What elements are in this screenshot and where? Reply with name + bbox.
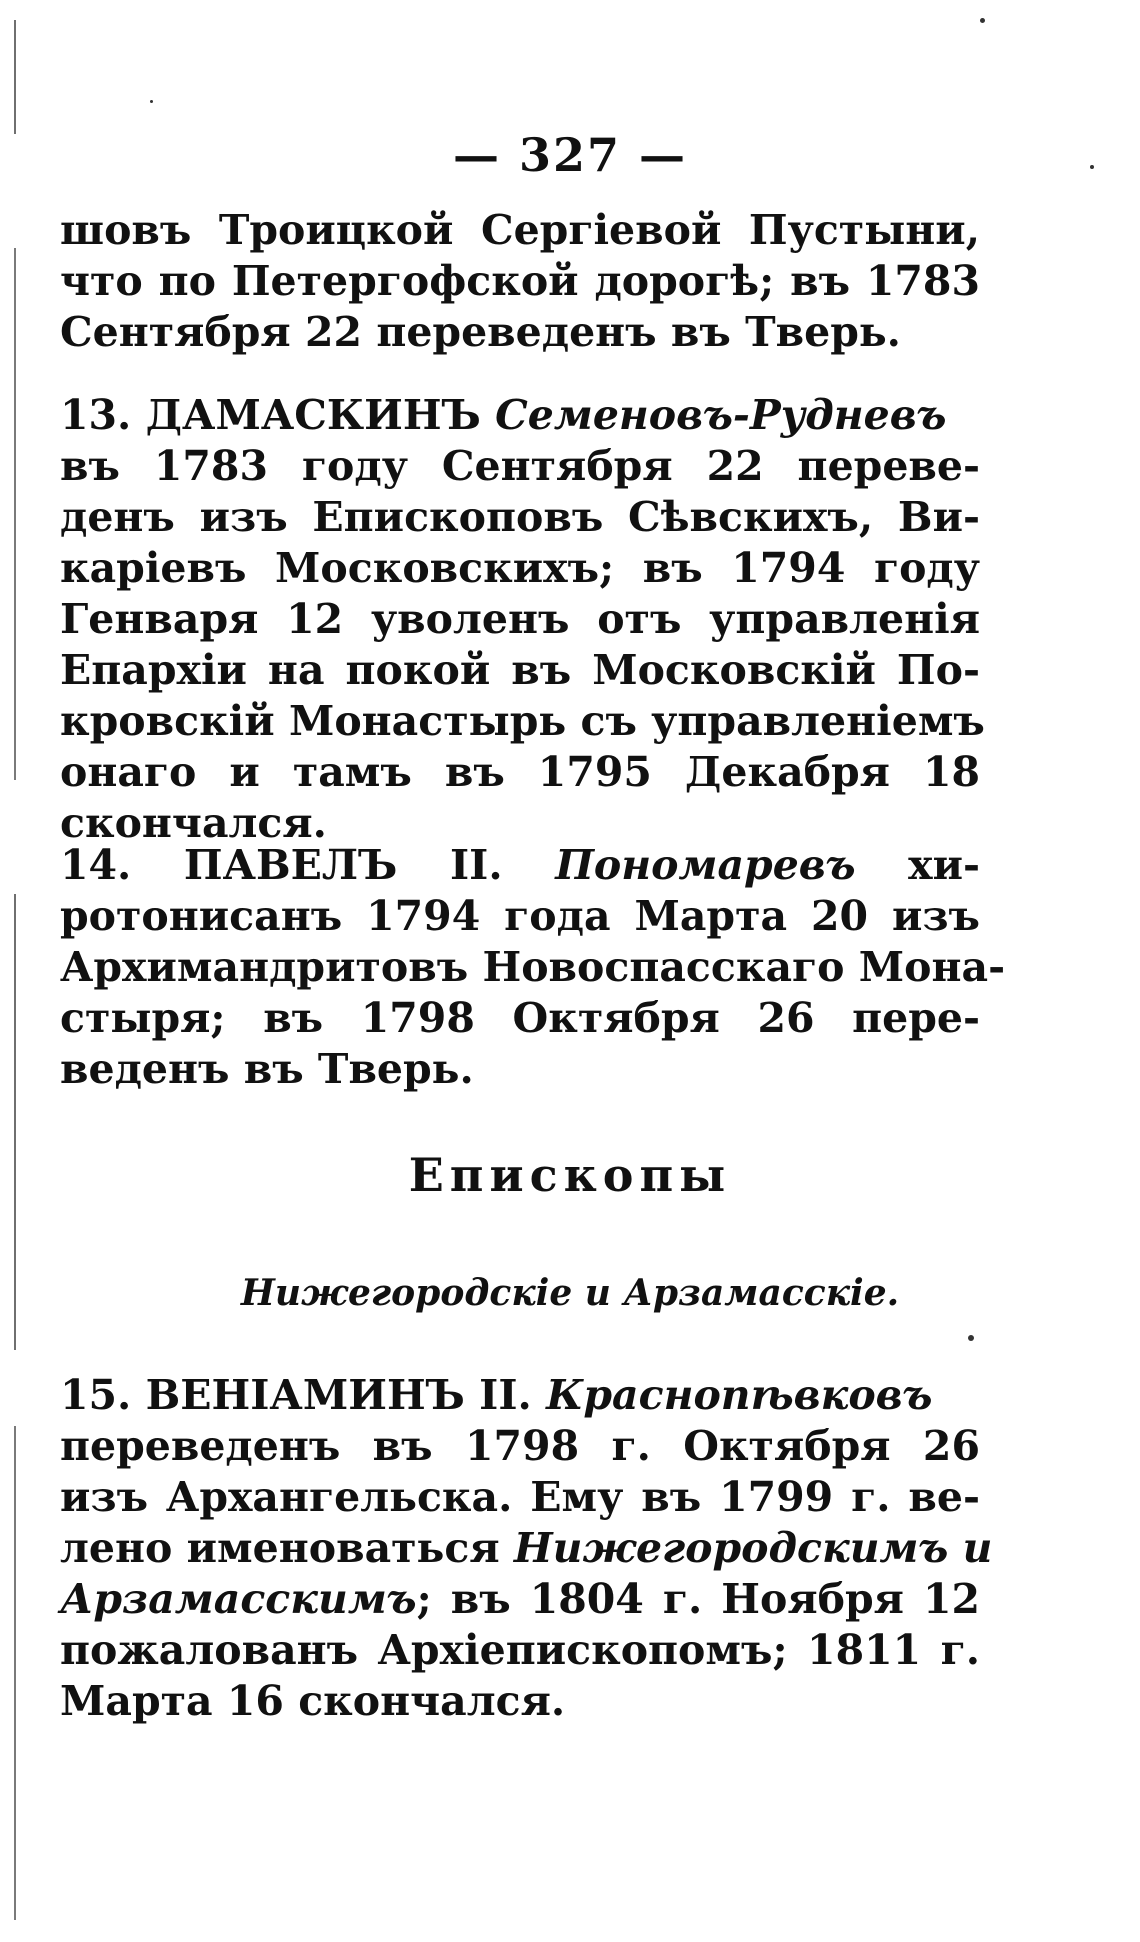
entry-surname: Краснопѣвковъ [546, 1371, 933, 1419]
text-line: онаго и тамъ въ 1795 Декабря 18 [60, 748, 980, 796]
text-line: Арзамасскимъ; въ 1804 г. Ноября 12 [60, 1575, 980, 1623]
entry-title: 13. ДАМАСКИНЪ [60, 391, 496, 439]
scan-speck [150, 100, 153, 103]
page-number: — 327 — [452, 128, 688, 182]
text-line: скончался. [60, 799, 327, 847]
text-line: Епархіи на покой въ Московскій По- [60, 646, 980, 694]
text-line: шовъ Троицкой Сергіевой Пустыни, [60, 206, 980, 254]
text-line: Генваря 12 уволенъ отъ управленія [60, 595, 980, 643]
entry-title-tail: хи- [855, 841, 980, 889]
text-line: лено именоваться Нижегородскимъ и [60, 1524, 993, 1572]
text-line: Сентября 22 переведенъ въ Тверь. [60, 308, 901, 356]
text-line: что по Петергофской дорогѣ; въ 1783 [60, 257, 980, 305]
text-line: денъ изъ Епископовъ Сѣвскихъ, Ви- [60, 493, 980, 541]
entry-title: 14. ПАВЕЛЪ II. [60, 841, 556, 889]
text-line: кровскій Монастырь съ управленіемъ [60, 697, 985, 745]
text-line: изъ Архангельска. Ему въ 1799 г. ве- [60, 1473, 980, 1521]
text-line: веденъ въ Тверь. [60, 1045, 474, 1093]
text-line: ротонисанъ 1794 года Марта 20 изъ [60, 892, 980, 940]
entry-13-damaskin [60, 390, 985, 849]
text-line: Марта 16 скончался. [60, 1677, 566, 1725]
text-line: пожалованъ Архіепископомъ; 1811 г. [60, 1626, 980, 1674]
entry-header-line [60, 840, 980, 891]
section-heading: Епископы [408, 1148, 732, 1202]
entry-title: 15. ВЕНІАМИНЪ II. [60, 1371, 547, 1419]
entry-surname: Семеновъ-Рудневъ [495, 391, 947, 439]
text-line: Архимандритовъ Новоспасскаго Мона- [60, 943, 1006, 991]
scan-speck [980, 18, 985, 23]
scan-speck [1090, 165, 1094, 169]
entry-header-line [60, 390, 980, 441]
text-line: каріевъ Московскихъ; въ 1794 году [60, 544, 980, 592]
text-line: въ 1783 году Сентября 22 переве- [60, 442, 980, 490]
entry-surname: Пономаревъ [555, 841, 856, 889]
entry-15-veniamin [60, 1370, 993, 1727]
scan-speck [968, 1335, 974, 1341]
paragraph-continuation [60, 205, 980, 358]
section-subheading: Нижегородскіе и Арзамасскіе. [240, 1272, 900, 1314]
text-line: переведенъ въ 1798 г. Октября 26 [60, 1422, 980, 1470]
page-scan-edge [14, 20, 16, 1920]
text-line: стыря; въ 1798 Октября 26 пере- [60, 994, 980, 1042]
entry-header-line [60, 1370, 980, 1421]
entry-14-pavel [60, 840, 1006, 1095]
